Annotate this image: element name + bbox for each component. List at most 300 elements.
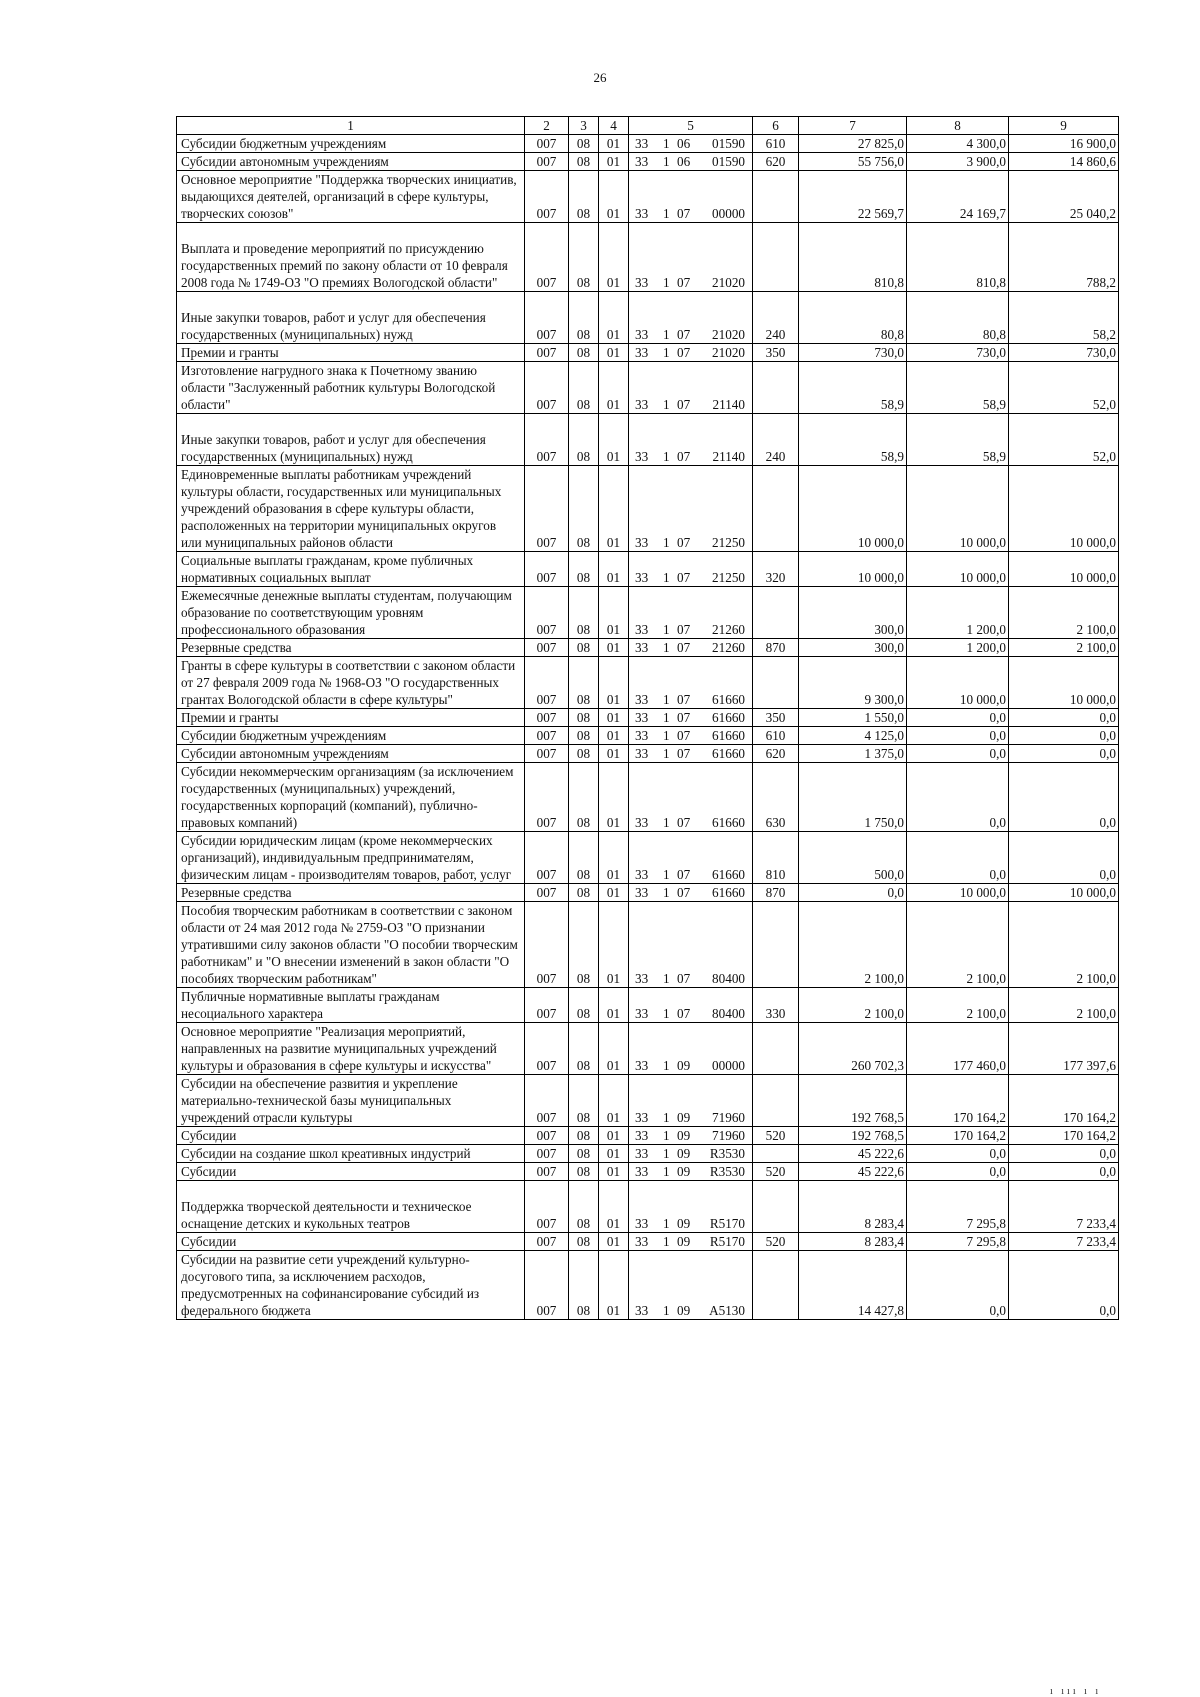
cell-amount-9: 10 000,0 [1009, 657, 1119, 709]
row-name: Резервные средства [177, 884, 525, 902]
cell-code-6: 520 [753, 1127, 799, 1145]
code-segment: 33 [635, 710, 649, 725]
cell-code-6 [753, 466, 799, 552]
cell-code-4: 01 [599, 745, 629, 763]
cell-amount-9: 58,2 [1009, 292, 1119, 344]
code-segment: 07 [677, 622, 691, 637]
cell-amount-8: 2 100,0 [907, 988, 1009, 1023]
cell-amount-9: 7 233,4 [1009, 1233, 1119, 1251]
col-header: 2 [525, 117, 569, 135]
cell-code-6: 610 [753, 727, 799, 745]
code-segment: 1 [663, 640, 670, 655]
cell-code-4: 01 [599, 1145, 629, 1163]
cell-amount-9: 0,0 [1009, 763, 1119, 832]
table-row [177, 1127, 1119, 1145]
row-name: Социальные выплаты гражданам, кроме публичных нормативных социальных выплат [177, 552, 525, 587]
code-segment: R5170 [709, 1234, 745, 1249]
col-header: 9 [1009, 117, 1119, 135]
cell-code-3: 08 [569, 153, 599, 171]
cell-amount-8: 0,0 [907, 745, 1009, 763]
cell-code-4: 01 [599, 414, 629, 466]
cell-code-5 [629, 988, 753, 1023]
code-segment: 21250 [712, 570, 745, 585]
cell-code-6: 620 [753, 153, 799, 171]
cell-code-3: 08 [569, 832, 599, 884]
cell-amount-7: 300,0 [799, 639, 907, 657]
table-row [177, 292, 1119, 344]
cell-code-5 [629, 1023, 753, 1075]
code-segment: 33 [635, 746, 649, 761]
code-segment: 1 [663, 1303, 670, 1318]
cell-code-3: 08 [569, 1023, 599, 1075]
cell-code-6 [753, 1023, 799, 1075]
col-header: 4 [599, 117, 629, 135]
page-number: 26 [593, 70, 607, 85]
code-segment: 07 [677, 867, 691, 882]
code-segment: 61660 [712, 692, 745, 707]
cell-code-4: 01 [599, 884, 629, 902]
code-segment: 1 [663, 206, 670, 221]
code-segment: 33 [635, 1006, 649, 1021]
cell-code-4: 01 [599, 1075, 629, 1127]
code-segment: 33 [635, 327, 649, 342]
table-row [177, 709, 1119, 727]
row-name: Пособия творческим работникам в соответствии с законом области от 24 мая 2012 года № 2759-ОЗ "О признании утратившими силу законов области "О пособии творческим работникам" и "О внесении изменений в закон области "О пособиях творческим работникам" [177, 902, 525, 988]
code-segment: 1 [663, 397, 670, 412]
cell-code-3: 08 [569, 1251, 599, 1320]
row-name: Субсидии на создание школ креативных индустрий [177, 1145, 525, 1163]
code-segment: 1 [663, 815, 670, 830]
cell-amount-9: 25 040,2 [1009, 171, 1119, 223]
table-row [177, 466, 1119, 552]
code-segment: 1 [663, 136, 670, 151]
cell-code-3: 08 [569, 466, 599, 552]
cell-code-2: 007 [525, 153, 569, 171]
code-segment: 07 [677, 327, 691, 342]
cell-amount-7: 10 000,0 [799, 466, 907, 552]
cell-code-4: 01 [599, 1251, 629, 1320]
cell-amount-7: 4 125,0 [799, 727, 907, 745]
cell-amount-8: 1 200,0 [907, 639, 1009, 657]
code-segment: 07 [677, 815, 691, 830]
table-row [177, 223, 1119, 292]
cell-code-5 [629, 1145, 753, 1163]
row-name: Премии и гранты [177, 709, 525, 727]
table-row [177, 1233, 1119, 1251]
cell-amount-9: 2 100,0 [1009, 587, 1119, 639]
cell-code-5 [629, 709, 753, 727]
cell-code-5 [629, 292, 753, 344]
code-segment: 33 [635, 815, 649, 830]
cell-code-6: 870 [753, 639, 799, 657]
cell-amount-8: 10 000,0 [907, 466, 1009, 552]
cell-amount-8: 0,0 [907, 1163, 1009, 1181]
cell-amount-7: 27 825,0 [799, 135, 907, 153]
code-segment: 1 [663, 1164, 670, 1179]
code-segment: 21020 [712, 327, 745, 342]
table-row [177, 763, 1119, 832]
row-name: Основное мероприятие "Реализация мероприятий, направленных на развитие муниципальных учреждений культуры и образования в сфере культуры и искусства" [177, 1023, 525, 1075]
cell-code-2: 007 [525, 1075, 569, 1127]
cell-amount-7: 1 550,0 [799, 709, 907, 727]
cell-amount-7: 260 702,3 [799, 1023, 907, 1075]
cell-amount-7: 730,0 [799, 344, 907, 362]
code-segment: 33 [635, 1164, 649, 1179]
cell-code-3: 08 [569, 1163, 599, 1181]
cell-code-2: 007 [525, 552, 569, 587]
code-segment: 33 [635, 206, 649, 221]
code-segment: R3530 [709, 1164, 745, 1179]
row-name: Премии и гранты [177, 344, 525, 362]
cell-code-4: 01 [599, 135, 629, 153]
cell-code-2: 007 [525, 884, 569, 902]
code-segment: 21260 [712, 640, 745, 655]
code-segment: 1 [663, 535, 670, 550]
code-segment: 33 [635, 728, 649, 743]
col-header: 1 [177, 117, 525, 135]
table-row [177, 745, 1119, 763]
cell-amount-7: 0,0 [799, 884, 907, 902]
cell-code-2: 007 [525, 223, 569, 292]
cell-amount-8: 80,8 [907, 292, 1009, 344]
cell-code-3: 08 [569, 1181, 599, 1233]
code-segment: 01590 [712, 136, 745, 151]
code-segment: 1 [663, 746, 670, 761]
code-segment: 21020 [712, 275, 745, 290]
code-segment: 61660 [712, 746, 745, 761]
code-segment: 1 [663, 154, 670, 169]
cell-amount-8: 170 164,2 [907, 1075, 1009, 1127]
row-name: Единовременные выплаты работникам учреждений культуры области, государственных или муниципальных учреждений образования в сфере культуры области, расположенных на территории муниципальных округов или муниципальных районов области [177, 466, 525, 552]
cell-code-6 [753, 362, 799, 414]
code-segment: 1 [663, 710, 670, 725]
cell-code-4: 01 [599, 1023, 629, 1075]
cell-code-5 [629, 745, 753, 763]
cell-amount-9: 10 000,0 [1009, 884, 1119, 902]
table-row [177, 1251, 1119, 1320]
cell-code-6: 630 [753, 763, 799, 832]
code-segment: 33 [635, 622, 649, 637]
code-segment: 33 [635, 136, 649, 151]
cell-code-2: 007 [525, 292, 569, 344]
code-segment: 07 [677, 746, 691, 761]
cell-amount-7: 8 283,4 [799, 1181, 907, 1233]
cell-code-4: 01 [599, 552, 629, 587]
cell-code-2: 007 [525, 988, 569, 1023]
table-row [177, 1181, 1119, 1233]
code-segment: 1 [663, 622, 670, 637]
code-segment: 33 [635, 570, 649, 585]
cell-code-3: 08 [569, 639, 599, 657]
cell-code-6: 870 [753, 884, 799, 902]
cell-code-6: 350 [753, 344, 799, 362]
cell-amount-9: 177 397,6 [1009, 1023, 1119, 1075]
cell-amount-7: 1 375,0 [799, 745, 907, 763]
cell-amount-8: 7 295,8 [907, 1233, 1009, 1251]
table-row [177, 1075, 1119, 1127]
cell-amount-8: 10 000,0 [907, 657, 1009, 709]
cell-amount-8: 58,9 [907, 414, 1009, 466]
code-segment: 33 [635, 535, 649, 550]
cell-amount-8: 0,0 [907, 1251, 1009, 1320]
cell-amount-8: 1 200,0 [907, 587, 1009, 639]
code-segment: 07 [677, 449, 691, 464]
code-segment: 33 [635, 1234, 649, 1249]
cell-code-5 [629, 153, 753, 171]
scan-marks: ı ııı ı ı [1050, 1686, 1102, 1697]
cell-amount-9: 0,0 [1009, 745, 1119, 763]
code-segment: 61660 [712, 867, 745, 882]
code-segment: 21260 [712, 622, 745, 637]
cell-code-6: 350 [753, 709, 799, 727]
cell-code-4: 01 [599, 362, 629, 414]
cell-code-2: 007 [525, 745, 569, 763]
cell-amount-7: 192 768,5 [799, 1127, 907, 1145]
row-name: Поддержка творческой деятельности и техническое оснащение детских и кукольных театров [177, 1181, 525, 1233]
row-name: Выплата и проведение мероприятий по присуждению государственных премий по закону области от 10 февраля 2008 года № 1749-ОЗ "О премиях Вологодской области" [177, 223, 525, 292]
cell-code-5 [629, 414, 753, 466]
row-name: Иные закупки товаров, работ и услуг для обеспечения государственных (муниципальных) нужд [177, 292, 525, 344]
code-segment: 07 [677, 570, 691, 585]
cell-amount-9: 170 164,2 [1009, 1075, 1119, 1127]
cell-code-4: 01 [599, 587, 629, 639]
cell-code-5 [629, 1127, 753, 1145]
cell-code-5 [629, 657, 753, 709]
cell-code-2: 007 [525, 657, 569, 709]
cell-code-5 [629, 1075, 753, 1127]
code-segment: 33 [635, 397, 649, 412]
row-name: Основное мероприятие "Поддержка творческих инициатив, выдающихся деятелей, организаций в сфере культуры, творческих союзов" [177, 171, 525, 223]
table-row [177, 1145, 1119, 1163]
cell-code-6: 240 [753, 292, 799, 344]
cell-amount-8: 0,0 [907, 1145, 1009, 1163]
cell-code-3: 08 [569, 884, 599, 902]
code-segment: 07 [677, 885, 691, 900]
cell-amount-7: 45 222,6 [799, 1145, 907, 1163]
cell-code-6: 320 [753, 552, 799, 587]
cell-amount-9: 0,0 [1009, 832, 1119, 884]
cell-code-6 [753, 1145, 799, 1163]
cell-amount-9: 7 233,4 [1009, 1181, 1119, 1233]
code-segment: 06 [677, 136, 691, 151]
cell-code-2: 007 [525, 135, 569, 153]
cell-code-4: 01 [599, 292, 629, 344]
code-segment: 09 [677, 1303, 691, 1318]
row-name: Ежемесячные денежные выплаты студентам, получающим образование по соответствующим уровням профессионального образования [177, 587, 525, 639]
cell-code-4: 01 [599, 1181, 629, 1233]
cell-code-6: 620 [753, 745, 799, 763]
code-segment: 1 [663, 449, 670, 464]
code-segment: 61660 [712, 728, 745, 743]
cell-amount-7: 1 750,0 [799, 763, 907, 832]
cell-amount-9: 0,0 [1009, 709, 1119, 727]
cell-amount-7: 300,0 [799, 587, 907, 639]
code-segment: 09 [677, 1146, 691, 1161]
cell-amount-8: 810,8 [907, 223, 1009, 292]
cell-amount-8: 170 164,2 [907, 1127, 1009, 1145]
cell-code-3: 08 [569, 727, 599, 745]
code-segment: 09 [677, 1164, 691, 1179]
code-segment: 1 [663, 1128, 670, 1143]
table-row [177, 153, 1119, 171]
cell-code-3: 08 [569, 988, 599, 1023]
cell-code-4: 01 [599, 763, 629, 832]
code-segment: R3530 [709, 1146, 745, 1161]
table-row [177, 988, 1119, 1023]
cell-code-6 [753, 1181, 799, 1233]
cell-amount-8: 7 295,8 [907, 1181, 1009, 1233]
cell-code-2: 007 [525, 362, 569, 414]
cell-amount-7: 8 283,4 [799, 1233, 907, 1251]
cell-code-5 [629, 763, 753, 832]
cell-code-3: 08 [569, 362, 599, 414]
cell-code-5 [629, 1163, 753, 1181]
cell-code-4: 01 [599, 1163, 629, 1181]
cell-amount-8: 0,0 [907, 709, 1009, 727]
cell-amount-7: 14 427,8 [799, 1251, 907, 1320]
cell-code-2: 007 [525, 727, 569, 745]
code-segment: 1 [663, 1146, 670, 1161]
table-row [177, 362, 1119, 414]
cell-code-2: 007 [525, 171, 569, 223]
cell-code-3: 08 [569, 745, 599, 763]
table-row [177, 171, 1119, 223]
cell-code-5 [629, 884, 753, 902]
cell-amount-9: 14 860,6 [1009, 153, 1119, 171]
code-segment: 33 [635, 885, 649, 900]
cell-amount-9: 0,0 [1009, 1145, 1119, 1163]
cell-amount-8: 3 900,0 [907, 153, 1009, 171]
cell-code-4: 01 [599, 639, 629, 657]
code-segment: 1 [663, 692, 670, 707]
cell-code-2: 007 [525, 902, 569, 988]
cell-code-5 [629, 552, 753, 587]
cell-code-6 [753, 1251, 799, 1320]
code-segment: 07 [677, 275, 691, 290]
code-segment: 09 [677, 1234, 691, 1249]
cell-code-6: 520 [753, 1233, 799, 1251]
code-segment: 33 [635, 692, 649, 707]
cell-amount-8: 0,0 [907, 763, 1009, 832]
cell-amount-7: 2 100,0 [799, 902, 907, 988]
cell-code-4: 01 [599, 1127, 629, 1145]
cell-code-4: 01 [599, 727, 629, 745]
code-segment: 07 [677, 971, 691, 986]
code-segment: 33 [635, 154, 649, 169]
row-name: Субсидии [177, 1233, 525, 1251]
table-row [177, 1023, 1119, 1075]
code-segment: 33 [635, 1128, 649, 1143]
code-segment: 07 [677, 710, 691, 725]
cell-code-3: 08 [569, 587, 599, 639]
code-segment: 33 [635, 345, 649, 360]
cell-amount-8: 0,0 [907, 727, 1009, 745]
code-segment: 33 [635, 1303, 649, 1318]
cell-code-6: 810 [753, 832, 799, 884]
table-row [177, 657, 1119, 709]
code-segment: 33 [635, 275, 649, 290]
code-segment: 07 [677, 397, 691, 412]
cell-amount-8: 4 300,0 [907, 135, 1009, 153]
table-row [177, 832, 1119, 884]
cell-code-5 [629, 1251, 753, 1320]
cell-code-2: 007 [525, 639, 569, 657]
code-segment: 01590 [712, 154, 745, 169]
table-row [177, 639, 1119, 657]
code-segment: 61660 [712, 815, 745, 830]
code-segment: 07 [677, 728, 691, 743]
cell-code-6 [753, 1075, 799, 1127]
code-segment: 00000 [712, 206, 745, 221]
cell-code-2: 007 [525, 1163, 569, 1181]
cell-code-5 [629, 1233, 753, 1251]
cell-code-3: 08 [569, 171, 599, 223]
cell-code-3: 08 [569, 344, 599, 362]
cell-code-5 [629, 902, 753, 988]
row-name: Субсидии на развитие сети учреждений культурно-досугового типа, за исключением расходов, предусмотренных на софинансирование субсидий из федерального бюджета [177, 1251, 525, 1320]
cell-code-2: 007 [525, 1233, 569, 1251]
table-row [177, 1163, 1119, 1181]
cell-code-3: 08 [569, 709, 599, 727]
row-name: Субсидии бюджетным учреждениям [177, 727, 525, 745]
row-name: Субсидии бюджетным учреждениям [177, 135, 525, 153]
cell-code-6: 330 [753, 988, 799, 1023]
cell-code-3: 08 [569, 292, 599, 344]
cell-code-3: 08 [569, 1075, 599, 1127]
cell-amount-7: 810,8 [799, 223, 907, 292]
cell-code-3: 08 [569, 763, 599, 832]
cell-code-2: 007 [525, 1181, 569, 1233]
cell-code-5 [629, 171, 753, 223]
cell-amount-8: 177 460,0 [907, 1023, 1009, 1075]
cell-amount-7: 45 222,6 [799, 1163, 907, 1181]
cell-code-2: 007 [525, 709, 569, 727]
row-name: Иные закупки товаров, работ и услуг для обеспечения государственных (муниципальных) нужд [177, 414, 525, 466]
code-segment: 09 [677, 1058, 691, 1073]
cell-amount-9: 0,0 [1009, 1251, 1119, 1320]
cell-code-5 [629, 587, 753, 639]
cell-amount-9: 16 900,0 [1009, 135, 1119, 153]
cell-code-3: 08 [569, 1127, 599, 1145]
code-segment: 80400 [712, 971, 745, 986]
code-segment: 33 [635, 1110, 649, 1125]
table-row [177, 902, 1119, 988]
cell-code-3: 08 [569, 223, 599, 292]
cell-code-2: 007 [525, 466, 569, 552]
cell-code-4: 01 [599, 902, 629, 988]
row-name: Изготовление нагрудного знака к Почетному званию области "Заслуженный работник культуры Вологодской области" [177, 362, 525, 414]
cell-amount-7: 55 756,0 [799, 153, 907, 171]
cell-code-4: 01 [599, 1233, 629, 1251]
cell-amount-7: 58,9 [799, 414, 907, 466]
cell-amount-8: 58,9 [907, 362, 1009, 414]
code-segment: 07 [677, 1006, 691, 1021]
header-row [177, 117, 1119, 135]
cell-amount-7: 500,0 [799, 832, 907, 884]
code-segment: 07 [677, 692, 691, 707]
code-segment: 1 [663, 1234, 670, 1249]
code-segment: 1 [663, 728, 670, 743]
cell-code-3: 08 [569, 657, 599, 709]
row-name: Субсидии [177, 1163, 525, 1181]
cell-code-2: 007 [525, 587, 569, 639]
code-segment: A5130 [709, 1303, 745, 1318]
code-segment: 1 [663, 570, 670, 585]
cell-code-4: 01 [599, 988, 629, 1023]
cell-code-5 [629, 1181, 753, 1233]
code-segment: 33 [635, 971, 649, 986]
cell-amount-7: 80,8 [799, 292, 907, 344]
